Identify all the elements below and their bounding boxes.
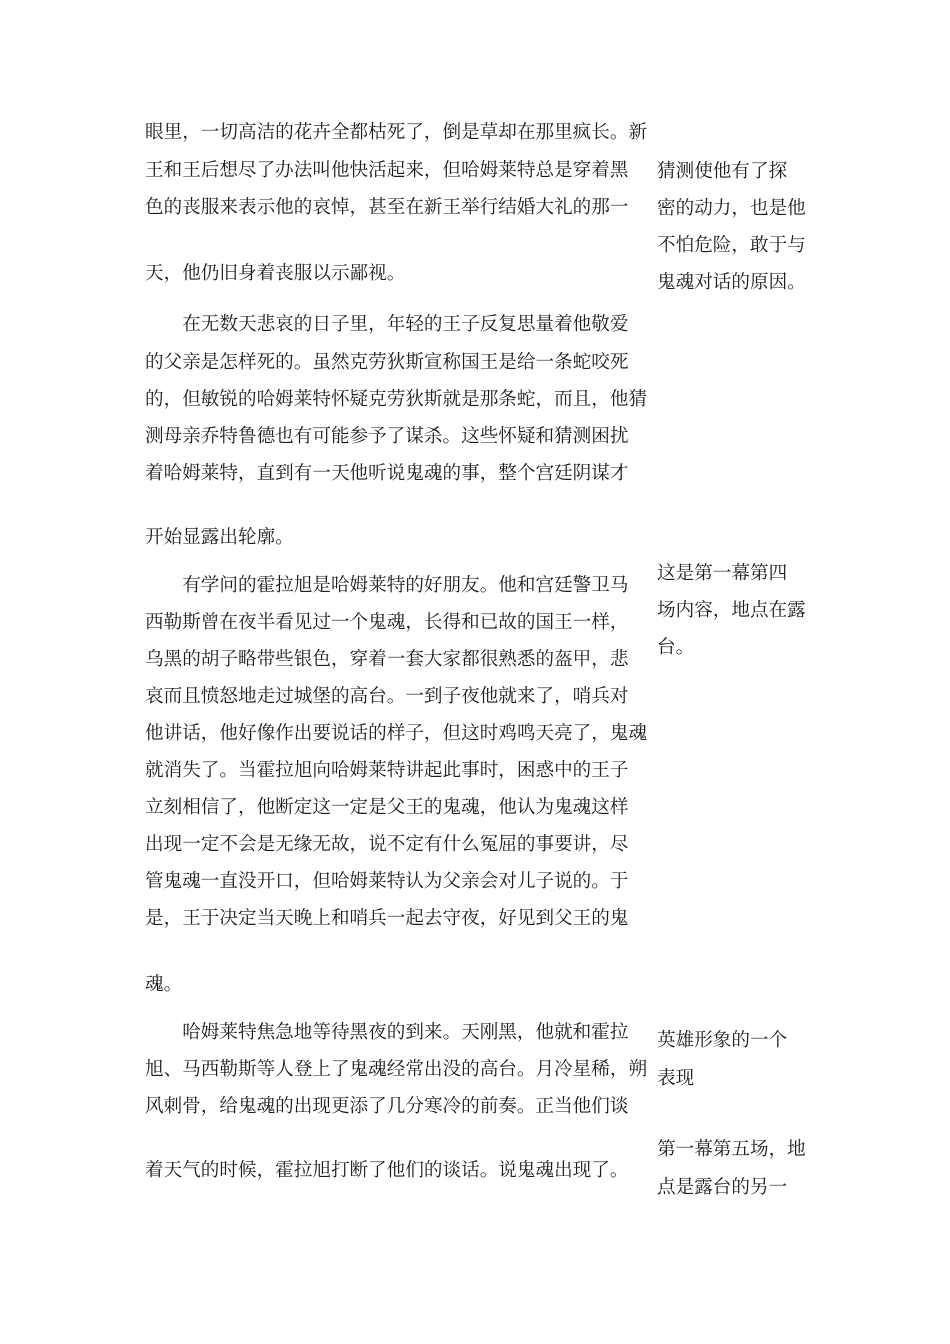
margin-note-line: 点是露台的另一 (657, 1177, 788, 1198)
text-line: 管鬼魂一直没开口，但哈姆莱特认为父亲会对儿子说的。于 (145, 871, 629, 892)
text-line: 魂。 (145, 974, 183, 995)
text-line: 哀而且愤怒地走过城堡的高台。一到子夜他就来了，哨兵对 (145, 686, 629, 707)
text-line: 色的丧服来表示他的哀悼，甚至在新王举行结婚大礼的那一 (145, 197, 629, 218)
text-line: 就消失了。当霍拉旭向哈姆莱特讲起此事时，困惑中的王子 (145, 760, 629, 781)
text-line: 风刺骨，给鬼魂的出现更添了几分寒冷的前奏。正当他们谈 (145, 1096, 629, 1117)
text-line: 乌黑的胡子略带些银色，穿着一套大家都很熟悉的盔甲，悲 (145, 649, 629, 670)
margin-note-line: 英雄形象的一个 (657, 1030, 788, 1051)
margin-note-line: 不怕危险，敢于与 (657, 235, 806, 256)
text-line: 出现一定不会是无缘无故，说不定有什么冤屈的事要讲，尽 (145, 834, 629, 855)
margin-note-line: 第一幕第五场，地 (657, 1139, 806, 1160)
text-line: 有学问的霍拉旭是哈姆莱特的好朋友。他和宫廷警卫马 (145, 575, 629, 596)
text-line: 测母亲乔特鲁德也有可能参予了谋杀。这些怀疑和猜测困扰 (145, 426, 629, 447)
margin-note-line: 鬼魂对话的原因。 (657, 272, 806, 293)
text-line: 王和王后想尽了办法叫他快活起来，但哈姆莱特总是穿着黑 (145, 160, 629, 181)
margin-note-line: 猜测使他有了探 (657, 161, 788, 182)
text-line: 着哈姆莱特，直到有一天他听说鬼魂的事，整个宫廷阴谋才 (145, 463, 629, 484)
text-line: 西勒斯曾在夜半看见过一个鬼魂，长得和已故的国王一样， (145, 612, 629, 633)
text-line: 他讲话，他好像作出要说话的样子，但这时鸡鸣天亮了，鬼魂 (145, 723, 648, 744)
margin-note-line: 场内容，地点在露 (657, 600, 806, 621)
text-line: 哈姆莱特焦急地等待黑夜的到来。天刚黑，他就和霍拉 (145, 1022, 629, 1043)
text-line: 天，他仍旧身着丧服以示鄙视。 (145, 263, 406, 284)
margin-note-line: 这是第一幕第四 (657, 563, 788, 584)
text-line: 旭、马西勒斯等人登上了鬼魂经常出没的高台。月冷星稀，朔 (145, 1059, 648, 1080)
margin-note-line: 台。 (657, 637, 695, 658)
text-line: 在无数天悲哀的日子里，年轻的王子反复思量着他敬爱 (145, 314, 629, 335)
text-line: 是，王于决定当天晚上和哨兵一起去守夜，好见到父王的鬼 (145, 908, 629, 929)
margin-note-line: 表现 (657, 1068, 695, 1089)
text-line: 立刻相信了，他断定这一定是父王的鬼魂，他认为鬼魂这样 (145, 797, 629, 818)
margin-note-line: 密的动力，也是他 (657, 198, 806, 219)
text-line: 的父亲是怎样死的。虽然克劳狄斯宣称国王是给一条蛇咬死 (145, 352, 629, 373)
text-line: 的，但敏锐的哈姆莱特怀疑克劳狄斯就是那条蛇，而且，他猜 (145, 389, 648, 410)
text-line: 着天气的时候，霍拉旭打断了他们的谈话。说鬼魂出现了。 (145, 1160, 629, 1181)
text-line: 开始显露出轮廓。 (145, 527, 294, 548)
text-line: 眼里，一切高洁的花卉全都枯死了，倒是草却在那里疯长。新 (145, 122, 648, 143)
